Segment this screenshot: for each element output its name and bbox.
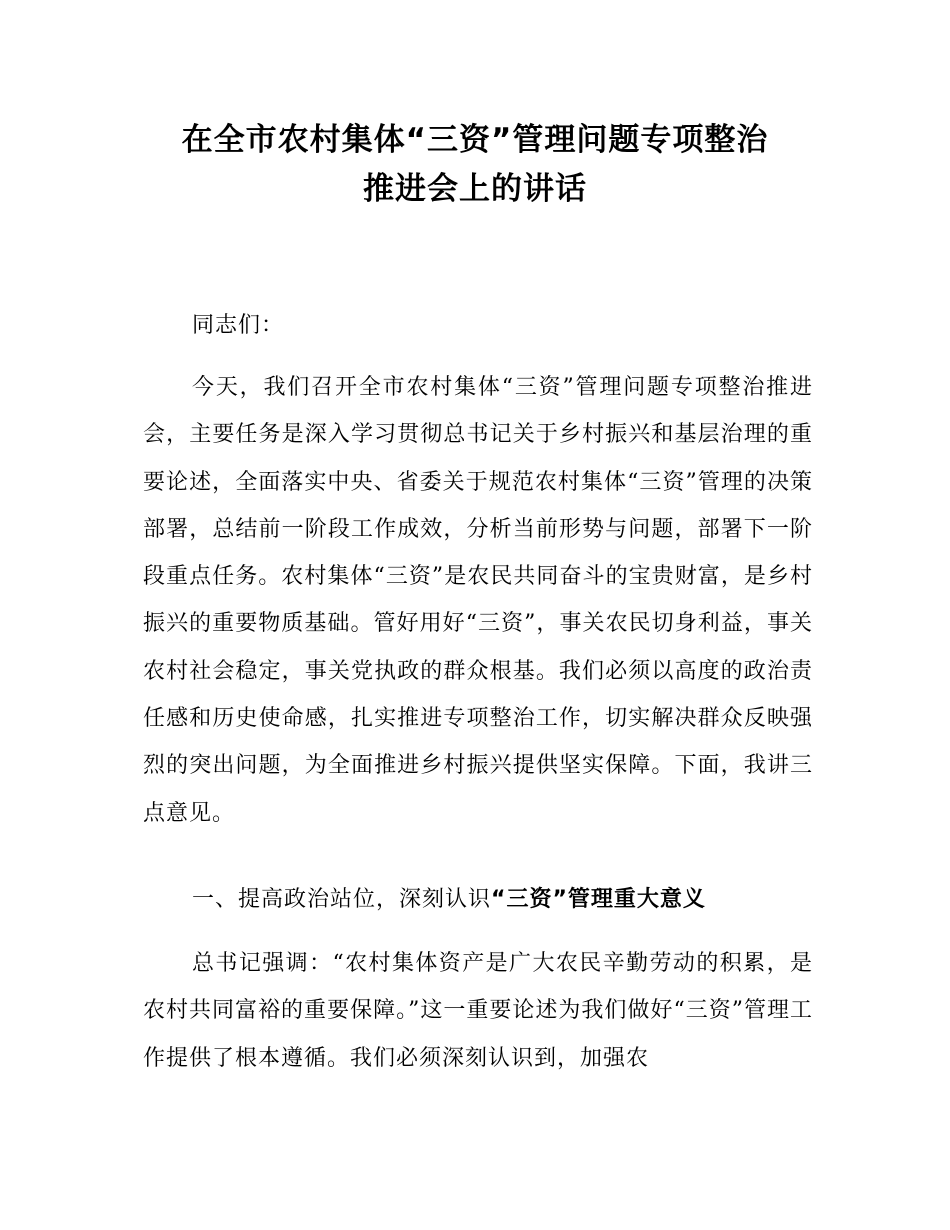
paragraph-intro: 今天，我们召开全市农村集体“三资”管理问题专项整治推进会，主要任务是深入学习贯彻总书记关于乡村振兴和基层治理的重要论述，全面落实中央、省委关于规范农村集体“三资”管理的决策部署，总结前一阶段工作成效，分析当前形势与问题，部署下一阶段重点任务。农村集体“三资”是农民共同奋斗的宝贵财富，是乡村振兴的重要物质基础。管好用好“三资”，事关农民切身利益，事关农村社会稳定，事关党执政的群众根基。我们必须以高度的政治责任感和历史使命感，扎实推进专项整治工作，切实解决群众反映强烈的突出问题，为全面推进乡村振兴提供坚实保障。下面，我讲三点意见。 (143, 375, 813, 826)
salutation: 同志们： (192, 313, 285, 338)
document-title-line-2: 推进会上的讲话 (363, 171, 587, 207)
section-heading-1-emphasis: “三资”管理重大意义 (491, 887, 706, 912)
section-heading-1 (192, 876, 862, 923)
section-heading-1-prefix: 一、提高政治站位，深刻认识 (192, 887, 492, 912)
paragraph-section-1: 总书记强调：“农村集体资产是广大农民辛勤劳动的积累，是农村共同富裕的重要保障。”这一重要论述为我们做好“三资”管理工作提供了根本遵循。我们必须深刻认识到，加强农 (143, 951, 813, 1071)
document-title-line-1: 在全市农村集体“三资”管理问题专项整治 (181, 122, 769, 158)
